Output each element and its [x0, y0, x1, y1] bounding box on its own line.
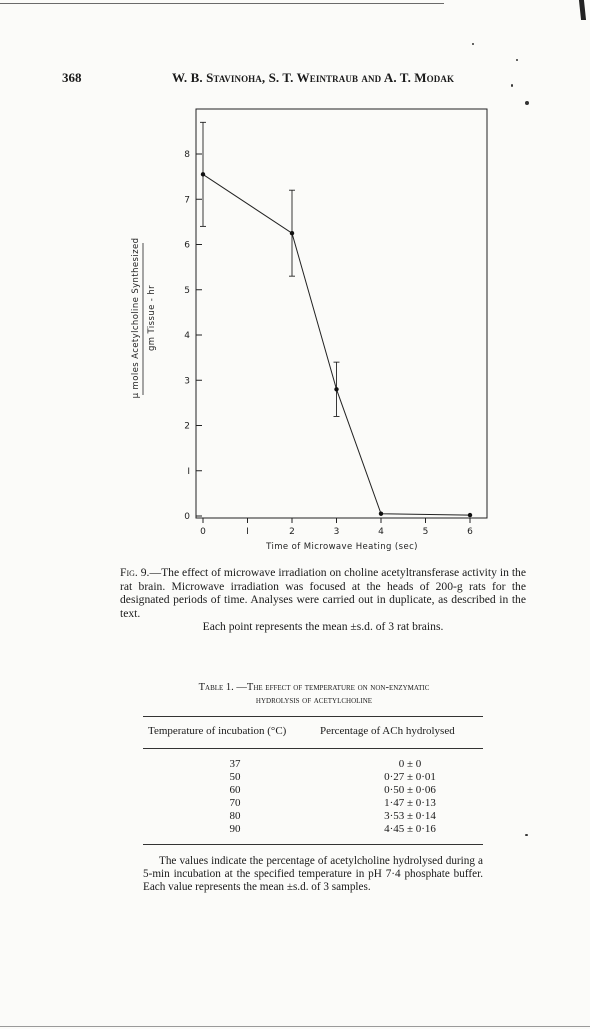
y-tick-label: 7	[184, 195, 190, 206]
table-top-rule	[143, 716, 483, 717]
x-axis	[200, 518, 473, 537]
x-tick-label: 3	[333, 527, 340, 537]
x-tick-label: 2	[289, 527, 295, 537]
table-cell-temperature: 90	[229, 823, 241, 835]
data-points	[201, 172, 472, 517]
figure-caption-last-line: Each point represents the mean ±s.d. of 3 rat brains.	[202, 620, 444, 634]
plot-frame	[196, 109, 487, 518]
x-axis-title: Time of Microwave Heating (sec)	[266, 542, 418, 552]
page-number: 368	[62, 70, 82, 85]
table-title-line-1: —The effect of temperature on non-enzymatic	[236, 682, 430, 693]
y-tick-label: 2	[184, 421, 190, 432]
table-cell-percentage: 3·53 ± 0·14	[384, 810, 436, 822]
data-point	[468, 513, 472, 517]
table-header-temperature: Temperature of incubation (°C)	[148, 725, 287, 737]
table-title-line-2: hydrolysis of acetylcholine	[255, 695, 373, 706]
table-header-rule	[143, 748, 483, 749]
table-cell-temperature: 70	[229, 797, 241, 809]
y-tick-label: 4	[184, 331, 190, 341]
table-footnote: The values indicate the percentage of acetylcholine hydrolysed during a 5-min incubation at the specified temperature in pH 7·4 phosphate buffer. Each value represents the mean ±s.d. of 3 samples.	[143, 855, 483, 894]
data-point	[201, 172, 205, 176]
y-tick-label: I	[187, 466, 190, 477]
table-cell-temperature: 37	[229, 758, 241, 770]
table-header-percentage: Percentage of ACh hydrolysed	[320, 725, 455, 737]
figure-label: Fig. 9.	[120, 566, 150, 579]
x-tick-label: 0	[200, 527, 206, 537]
y-tick-label: 3	[184, 376, 190, 387]
table-cell-percentage: 4·45 ± 0·16	[384, 823, 436, 835]
series-line	[203, 174, 470, 515]
y-tick-label: 5	[184, 285, 190, 296]
table-title	[144, 681, 484, 707]
table-cell-percentage: 1·47 ± 0·13	[384, 797, 436, 809]
error-bars	[200, 122, 340, 416]
table-cell-temperature: 50	[229, 771, 241, 783]
y-tick-label: 8	[184, 150, 190, 160]
x-tick-label: 4	[378, 527, 384, 537]
data-point	[334, 387, 338, 391]
table-bottom-rule	[143, 844, 483, 845]
table-label: Table 1.	[198, 682, 234, 693]
table-cell-temperature: 80	[229, 810, 241, 822]
table-cell-percentage: 0·50 ± 0·06	[384, 784, 436, 796]
scan-edge-line	[0, 1026, 590, 1027]
y-tick-label: 6	[184, 240, 190, 251]
figure-caption-text: —The effect of microwave irradiation on choline acetyltransferase activity in the rat brain. Microwave irradiation was focused at the heads of 200-g rats for the designated periods of time. Analyses were carried out in duplicate, as described in the text.	[120, 566, 526, 620]
table-cell-percentage: 0·27 ± 0·01	[384, 771, 436, 783]
scan-speck	[525, 834, 528, 836]
data-point	[379, 512, 383, 516]
x-tick-label: 6	[467, 527, 473, 537]
y-axis-title-denominator: gm Tissue - hr	[147, 284, 157, 352]
figure-caption	[120, 566, 526, 634]
data-point	[290, 231, 294, 235]
y-axis-title: μ moles Acetylcholine Synthesized	[131, 237, 141, 399]
y-tick-label: 0	[184, 512, 190, 522]
x-tick-label: I	[246, 527, 249, 537]
x-tick-label: 5	[422, 527, 429, 537]
table-cell-percentage: 0 ± 0	[398, 758, 422, 770]
table-cell-temperature: 60	[229, 784, 241, 796]
y-axis	[184, 150, 202, 522]
author-line: W. B. Stavinoha, S. T. Weintraub and A. T. Modak	[172, 70, 455, 85]
